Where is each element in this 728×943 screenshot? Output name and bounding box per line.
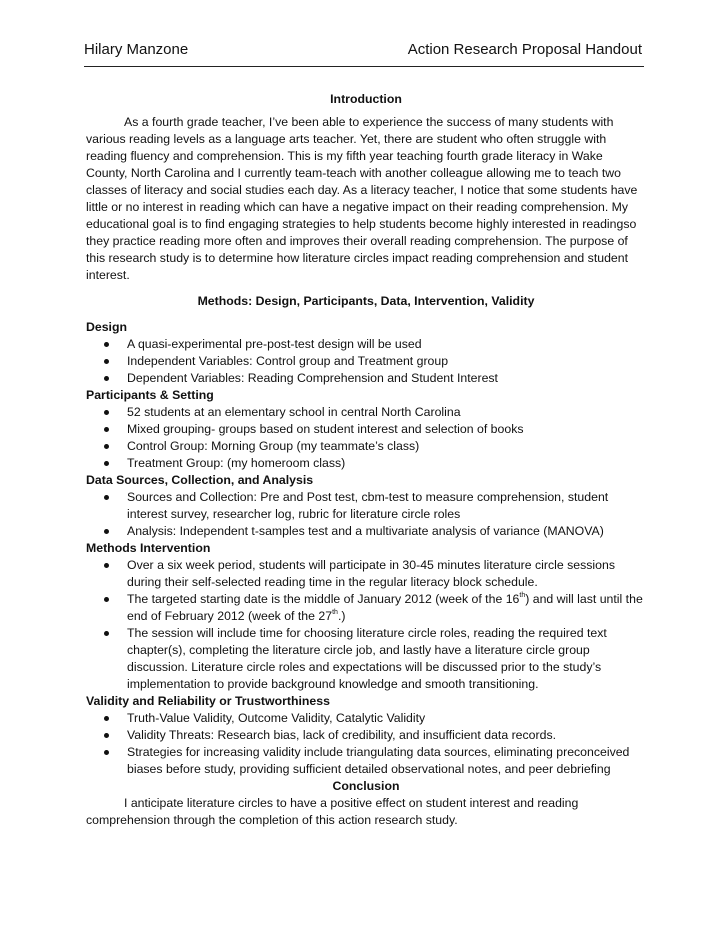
header-divider xyxy=(84,66,644,67)
list-item-text: Sources and Collection: Pre and Post test, cbm-test to measure comprehension, student interest survey, researcher log, rubric for literature circle roles xyxy=(127,490,609,521)
bullet-icon xyxy=(104,444,109,449)
list-item xyxy=(86,353,646,370)
introduction-paragraph: As a fourth grade teacher, I’ve been able to experience the success of many students with various reading levels as a language arts teacher. Yet, there are student who often struggle with reading fluency and comprehension. This is my fifth year teaching fourth grade literacy in Wake County, North Carolina and I currently team-teach with another colleague allowing me to teach two classes of literacy and social studies each day. As a literacy teacher, I notice that some students have little or no interest in reading which can have a negative impact on their reading comprehension. My educational goal is to find engaging strategies to help students become highly interested in readingso they practice reading more often and improves their overall reading comprehension. The purpose of this research study is to determine how literature circles impact reading comprehension and student interest. xyxy=(86,115,638,282)
list-item xyxy=(86,489,646,523)
list-item-text: Analysis: Independent t-samples test and a multivariate analysis of variance (MANOVA) xyxy=(127,524,604,538)
intervention-section-title: Methods Intervention xyxy=(86,541,211,555)
participants-section-title: Participants & Setting xyxy=(86,388,214,402)
list-item xyxy=(86,336,646,353)
list-item xyxy=(86,370,646,387)
bullet-icon xyxy=(104,733,109,738)
bullet-icon xyxy=(104,716,109,721)
bullet-icon xyxy=(104,376,109,381)
bullet-icon xyxy=(104,563,109,568)
bullet-icon xyxy=(104,342,109,347)
page-header xyxy=(84,40,642,60)
conclusion-heading: Conclusion xyxy=(332,779,400,793)
participants-list xyxy=(86,404,646,472)
list-item xyxy=(86,557,646,591)
list-item-text: Dependent Variables: Reading Comprehension and Student Interest xyxy=(127,371,498,385)
bullet-icon xyxy=(104,529,109,534)
list-item xyxy=(86,455,646,472)
list-item-text: Treatment Group: (my homeroom class) xyxy=(127,456,346,470)
list-item-text: .) xyxy=(337,609,346,623)
bullet-icon xyxy=(104,631,109,636)
document-body xyxy=(86,91,646,829)
list-item xyxy=(86,591,646,625)
design-list xyxy=(86,336,646,387)
list-item-text: ) and will last until the end of February 2012 (week of the 27 xyxy=(127,592,643,623)
list-item-text: Over a six week period, students will participate in 30-45 minutes literature circle sessions during their self-selected reading time in the regular literacy block schedule. xyxy=(127,558,615,589)
data-sources-list xyxy=(86,489,646,540)
list-item xyxy=(86,523,646,540)
validity-list xyxy=(86,710,646,778)
list-item xyxy=(86,625,646,693)
list-item-text: Truth-Value Validity, Outcome Validity, Catalytic Validity xyxy=(127,711,426,725)
methods-heading: Methods: Design, Participants, Data, Intervention, Validity xyxy=(197,294,535,308)
list-item xyxy=(86,727,646,744)
conclusion-paragraph: I anticipate literature circles to have a positive effect on student interest and reading comprehension through the completion of this action research study. xyxy=(86,796,579,827)
list-item-text: 52 students at an elementary school in central North Carolina xyxy=(127,405,461,419)
list-item-text: The session will include time for choosing literature circle roles, reading the required text chapter(s), completing the literature circle job, and lastly have a literature circle group discussion. Literature circle roles and expectations will be discussed prior to the study’s implementation to provide background knowledge and smooth transitioning. xyxy=(127,626,607,691)
bullet-icon xyxy=(104,495,109,500)
bullet-icon xyxy=(104,410,109,415)
bullet-icon xyxy=(104,427,109,432)
design-section-title: Design xyxy=(86,320,127,334)
introduction-heading: Introduction xyxy=(330,92,402,106)
bullet-icon xyxy=(104,597,109,602)
intervention-list xyxy=(86,557,646,693)
list-item xyxy=(86,710,646,727)
list-item xyxy=(86,438,646,455)
header-author: Hilary Manzone xyxy=(84,41,189,58)
ordinal-suffix: th xyxy=(519,592,526,599)
ordinal-suffix: th xyxy=(332,609,338,616)
bullet-icon xyxy=(104,750,109,755)
list-item-text: Validity Threats: Research bias, lack of credibility, and insufficient data records. xyxy=(127,728,557,742)
list-item-text: Independent Variables: Control group and Treatment group xyxy=(127,354,449,368)
validity-section-title: Validity and Reliability or Trustworthiness xyxy=(86,694,330,708)
list-item xyxy=(86,421,646,438)
data-sources-section-title: Data Sources, Collection, and Analysis xyxy=(86,473,314,487)
bullet-icon xyxy=(104,461,109,466)
header-document-title: Action Research Proposal Handout xyxy=(407,41,642,58)
list-item-text: Mixed grouping- groups based on student interest and selection of books xyxy=(127,422,524,436)
list-item-text: The targeted starting date is the middle of January 2012 (week of the 16 xyxy=(127,592,520,606)
list-item-text: A quasi-experimental pre-post-test design will be used xyxy=(127,337,422,351)
list-item-text: Strategies for increasing validity include triangulating data sources, eliminating preconceived biases before study, providing sufficient detailed observational notes, and peer debriefing xyxy=(127,745,630,776)
list-item-text: Control Group: Morning Group (my teammate’s class) xyxy=(127,439,420,453)
list-item xyxy=(86,404,646,421)
bullet-icon xyxy=(104,359,109,364)
list-item xyxy=(86,744,646,778)
